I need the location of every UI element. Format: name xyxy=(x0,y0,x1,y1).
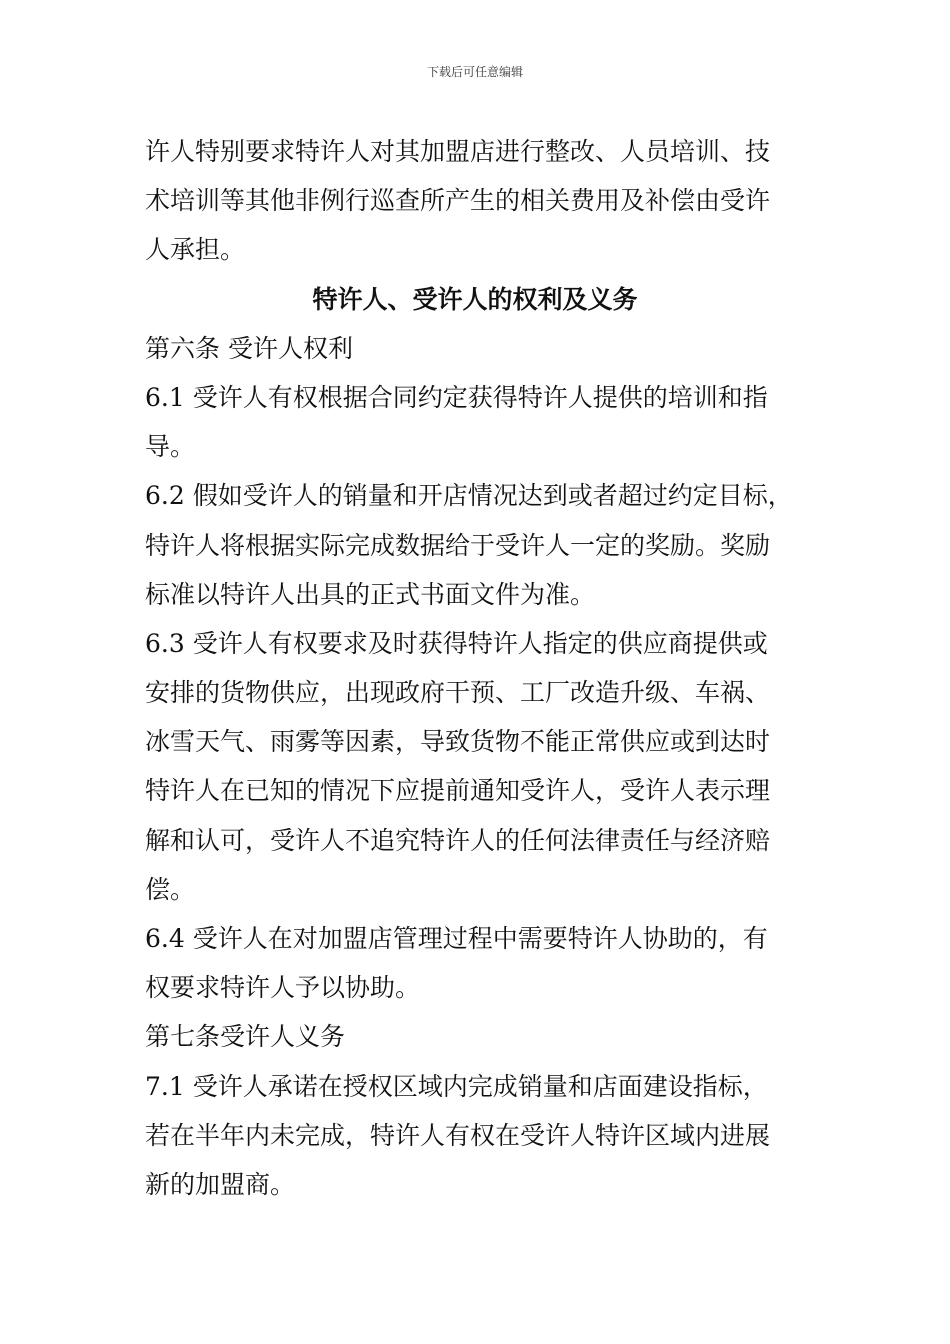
clause-line: 解和认可，受许人不追究特许人的任何法律责任与经济赔 xyxy=(145,825,771,855)
clause-line: 7.1 受许人承诺在授权区域内完成销量和店面建设指标， xyxy=(145,1071,768,1101)
clause-line: 6.4 受许人在对加盟店管理过程中需要特许人协助的，有 xyxy=(145,924,768,953)
paragraph-line: 人承担。 xyxy=(145,235,246,265)
clause-line: 特许人将根据实际完成数据给于受许人一定的奖励。奖励 xyxy=(145,530,771,560)
clause-line: 6.2 假如受许人的销量和开店情况达到或者超过约定目标， xyxy=(145,481,793,511)
clause-line: 冰雪天气、雨雾等因素，导致货物不能正常供应或到达时 xyxy=(145,727,771,757)
page-header-note: 下载后可任意编辑 xyxy=(426,65,523,79)
paragraph-line: 许人特别要求特许人对其加盟店进行整改、人员培训、技 xyxy=(145,137,771,166)
article-title: 第六条 受许人权利 xyxy=(145,333,353,363)
clause-line: 特许人在已知的情况下应提前通知受许人，受许人表示理 xyxy=(145,776,771,806)
clause-line: 标准以特许人出具的正式书面文件为准。 xyxy=(145,579,596,609)
document-body xyxy=(145,127,825,1209)
clause-line: 导。 xyxy=(145,432,196,462)
section-heading: 特许人、受许人的权利及义务 xyxy=(312,284,638,314)
article-title: 第七条受许人义务 xyxy=(145,1022,346,1052)
clause-line: 若在半年内未完成，特许人有权在受许人特许区域内进展 xyxy=(145,1120,771,1150)
clause-line: 偿。 xyxy=(145,874,196,904)
clause-line: 权要求特许人予以协助。 xyxy=(145,973,421,1003)
clause-line: 6.1 受许人有权根据合同约定获得特许人提供的培训和指 xyxy=(145,382,768,412)
clause-line: 新的加盟商。 xyxy=(145,1169,296,1199)
paragraph-line: 术培训等其他非例行巡查所产生的相关费用及补偿由受许 xyxy=(145,186,771,216)
clause-line: 6.3 受许人有权要求及时获得特许人指定的供应商提供或 xyxy=(145,628,768,658)
clause-line: 安排的货物供应，出现政府干预、工厂改造升级、车祸、 xyxy=(145,678,771,708)
